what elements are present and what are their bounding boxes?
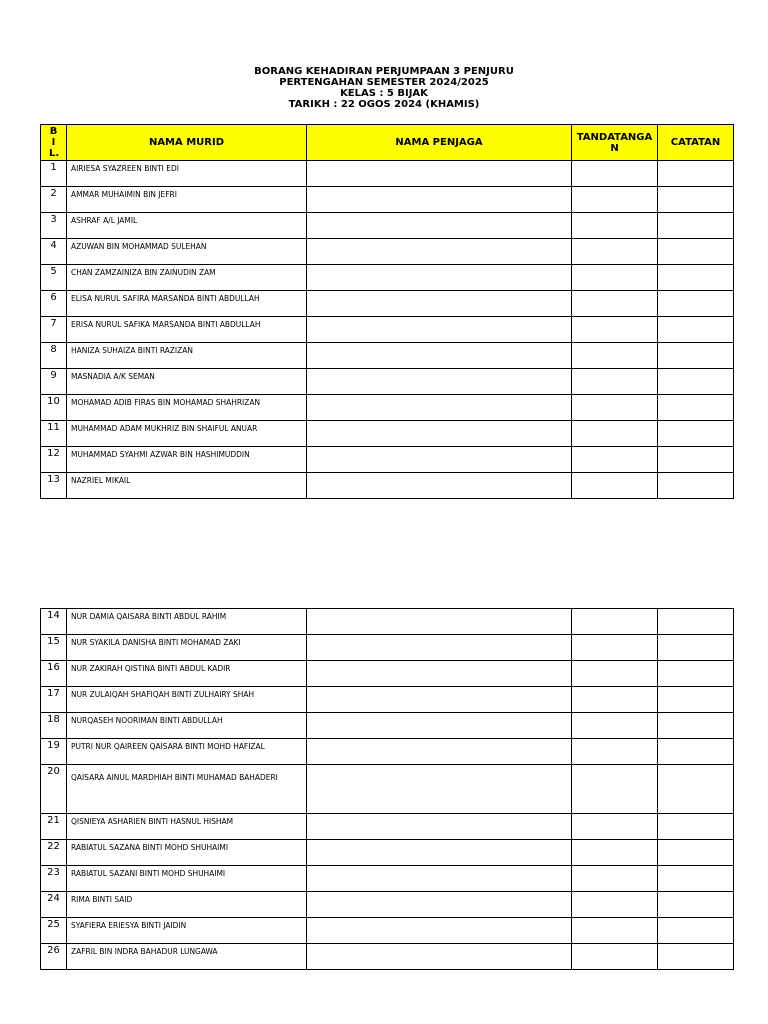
header-nama-penjaga: NAMA PENJAGA (307, 125, 572, 161)
attendance-table-page-1 (40, 124, 734, 499)
header-catatan: CATATAN (658, 125, 734, 161)
student-row (41, 187, 734, 213)
student-name: NUR DAMIA QAISARA BINTI ABDUL RAHIM (67, 609, 307, 635)
student-name: RABIATUL SAZANA BINTI MOHD SHUHAIMI (67, 840, 307, 866)
notes-cell[interactable] (658, 447, 734, 473)
student-number: 25 (41, 918, 67, 944)
notes-cell[interactable] (658, 944, 734, 970)
student-number: 12 (41, 447, 67, 473)
student-row (41, 892, 734, 918)
student-name: RIMA BINTI SAID (67, 892, 307, 918)
guardian-name-cell[interactable] (307, 239, 572, 265)
signature-cell[interactable] (572, 814, 658, 840)
student-number: 10 (41, 395, 67, 421)
student-name: NUR SYAKILA DANISHA BINTI MOHAMAD ZAKI (67, 635, 307, 661)
guardian-name-cell[interactable] (307, 944, 572, 970)
notes-cell[interactable] (658, 713, 734, 739)
student-number: 2 (41, 187, 67, 213)
student-number: 4 (41, 239, 67, 265)
student-name: QAISARA AINUL MARDHIAH BINTI MUHAMAD BAHADERI (67, 765, 307, 814)
student-row (41, 239, 734, 265)
student-name: NUR ZULAIQAH SHAFIQAH BINTI ZULHAIRY SHAH (67, 687, 307, 713)
student-row (41, 291, 734, 317)
guardian-name-cell[interactable] (307, 814, 572, 840)
student-row (41, 687, 734, 713)
student-row (41, 369, 734, 395)
student-row (41, 739, 734, 765)
student-number: 3 (41, 213, 67, 239)
notes-cell[interactable] (658, 213, 734, 239)
signature-cell[interactable] (572, 343, 658, 369)
signature-cell[interactable] (572, 687, 658, 713)
student-number: 7 (41, 317, 67, 343)
title-line-1: BORANG KEHADIRAN PERJUMPAAN 3 PENJURU (254, 66, 514, 77)
student-number: 6 (41, 291, 67, 317)
student-name: MUHAMMAD SYAHMI AZWAR BIN HASHIMUDDIN (67, 447, 307, 473)
student-row (41, 918, 734, 944)
signature-cell[interactable] (572, 161, 658, 187)
student-number: 14 (41, 609, 67, 635)
student-row (41, 317, 734, 343)
notes-cell[interactable] (658, 661, 734, 687)
student-number: 21 (41, 814, 67, 840)
signature-cell[interactable] (572, 317, 658, 343)
guardian-name-cell[interactable] (307, 291, 572, 317)
student-row (41, 421, 734, 447)
header-bil: BIL. (41, 125, 67, 161)
notes-cell[interactable] (658, 317, 734, 343)
guardian-name-cell[interactable] (307, 713, 572, 739)
student-name: NUR ZAKIRAH QISTINA BINTI ABDUL KADIR (67, 661, 307, 687)
signature-cell[interactable] (572, 239, 658, 265)
signature-cell[interactable] (572, 866, 658, 892)
student-name: HANIZA SUHAIZA BINTI RAZIZAN (67, 343, 307, 369)
header-nama-murid: NAMA MURID (67, 125, 307, 161)
student-name: MOHAMAD ADIB FIRAS BIN MOHAMAD SHAHRIZAN (67, 395, 307, 421)
notes-cell[interactable] (658, 369, 734, 395)
notes-cell[interactable] (658, 840, 734, 866)
student-name: AIRIESA SYAZREEN BINTI EDI (67, 161, 307, 187)
student-row (41, 473, 734, 499)
student-row (41, 661, 734, 687)
notes-cell[interactable] (658, 343, 734, 369)
title-line-4: TARIKH : 22 OGOS 2024 (KHAMIS) (288, 99, 480, 110)
guardian-name-cell[interactable] (307, 892, 572, 918)
student-name: NAZRIEL MIKAIL (67, 473, 307, 499)
signature-cell[interactable] (572, 369, 658, 395)
guardian-name-cell[interactable] (307, 343, 572, 369)
notes-cell[interactable] (658, 814, 734, 840)
student-number: 1 (41, 161, 67, 187)
student-number: 26 (41, 944, 67, 970)
notes-cell[interactable] (658, 161, 734, 187)
signature-cell[interactable] (572, 944, 658, 970)
signature-cell[interactable] (572, 395, 658, 421)
student-number: 17 (41, 687, 67, 713)
signature-cell[interactable] (572, 713, 658, 739)
signature-cell[interactable] (572, 291, 658, 317)
student-number: 22 (41, 840, 67, 866)
student-name: MASNADIA A/K SEMAN (67, 369, 307, 395)
notes-cell[interactable] (658, 918, 734, 944)
student-row (41, 765, 734, 814)
guardian-name-cell[interactable] (307, 840, 572, 866)
student-name: ERISA NURUL SAFIKA MARSANDA BINTI ABDULLAH (67, 317, 307, 343)
guardian-name-cell[interactable] (307, 317, 572, 343)
student-row (41, 265, 734, 291)
signature-cell[interactable] (572, 447, 658, 473)
student-row (41, 635, 734, 661)
student-name: ASHRAF A/L JAMIL (67, 213, 307, 239)
student-number: 18 (41, 713, 67, 739)
student-number: 13 (41, 473, 67, 499)
notes-cell[interactable] (658, 473, 734, 499)
student-name: CHAN ZAMZAINIZA BIN ZAINUDIN ZAM (67, 265, 307, 291)
guardian-name-cell[interactable] (307, 635, 572, 661)
guardian-name-cell[interactable] (307, 609, 572, 635)
guardian-name-cell[interactable] (307, 187, 572, 213)
guardian-name-cell[interactable] (307, 213, 572, 239)
signature-cell[interactable] (572, 187, 658, 213)
guardian-name-cell[interactable] (307, 661, 572, 687)
student-row (41, 161, 734, 187)
signature-cell[interactable] (572, 661, 658, 687)
attendance-table-page-2 (40, 608, 734, 970)
guardian-name-cell[interactable] (307, 765, 572, 814)
student-number: 11 (41, 421, 67, 447)
notes-cell[interactable] (658, 395, 734, 421)
student-number: 23 (41, 866, 67, 892)
student-number: 15 (41, 635, 67, 661)
guardian-name-cell[interactable] (307, 687, 572, 713)
student-name: AMMAR MUHAIMIN BIN JEFRI (67, 187, 307, 213)
guardian-name-cell[interactable] (307, 161, 572, 187)
student-name: NURQASEH NOORIMAN BINTI ABDULLAH (67, 713, 307, 739)
student-row (41, 713, 734, 739)
student-name: ELISA NURUL SAFIRA MARSANDA BINTI ABDULLAH (67, 291, 307, 317)
guardian-name-cell[interactable] (307, 265, 572, 291)
student-name: PUTRI NUR QAIREEN QAISARA BINTI MOHD HAFIZAL (67, 739, 307, 765)
student-name: AZUWAN BIN MOHAMMAD SULEHAN (67, 239, 307, 265)
notes-cell[interactable] (658, 765, 734, 814)
student-row (41, 213, 734, 239)
notes-cell[interactable] (658, 265, 734, 291)
student-row (41, 866, 734, 892)
signature-cell[interactable] (572, 609, 658, 635)
student-name: QISNIEYA ASHARIEN BINTI HASNUL HISHAM (67, 814, 307, 840)
form-title (0, 66, 768, 110)
notes-cell[interactable] (658, 239, 734, 265)
signature-cell[interactable] (572, 739, 658, 765)
notes-cell[interactable] (658, 291, 734, 317)
signature-cell[interactable] (572, 892, 658, 918)
notes-cell[interactable] (658, 421, 734, 447)
student-row (41, 840, 734, 866)
student-row (41, 447, 734, 473)
signature-cell[interactable] (572, 635, 658, 661)
guardian-name-cell[interactable] (307, 918, 572, 944)
notes-cell[interactable] (658, 892, 734, 918)
guardian-name-cell[interactable] (307, 473, 572, 499)
student-number: 19 (41, 739, 67, 765)
title-line-3: KELAS : 5 BIJAK (340, 88, 428, 99)
student-row (41, 609, 734, 635)
signature-cell[interactable] (572, 473, 658, 499)
student-name: MUHAMMAD ADAM MUKHRIZ BIN SHAIFUL ANUAR (67, 421, 307, 447)
notes-cell[interactable] (658, 187, 734, 213)
student-row (41, 395, 734, 421)
signature-cell[interactable] (572, 265, 658, 291)
signature-cell[interactable] (572, 765, 658, 814)
student-name: SYAFIERA ERIESYA BINTI JAIDIN (67, 918, 307, 944)
guardian-name-cell[interactable] (307, 369, 572, 395)
student-number: 8 (41, 343, 67, 369)
student-row (41, 814, 734, 840)
notes-cell[interactable] (658, 739, 734, 765)
student-row (41, 343, 734, 369)
signature-cell[interactable] (572, 918, 658, 944)
student-name: ZAFRIL BIN INDRA BAHADUR LUNGAWA (67, 944, 307, 970)
guardian-name-cell[interactable] (307, 421, 572, 447)
student-name: RABIATUL SAZANI BINTI MOHD SHUHAIMI (67, 866, 307, 892)
signature-cell[interactable] (572, 213, 658, 239)
student-number: 20 (41, 765, 67, 814)
guardian-name-cell[interactable] (307, 739, 572, 765)
guardian-name-cell[interactable] (307, 395, 572, 421)
notes-cell[interactable] (658, 635, 734, 661)
student-number: 9 (41, 369, 67, 395)
student-number: 24 (41, 892, 67, 918)
student-row (41, 944, 734, 970)
guardian-name-cell[interactable] (307, 866, 572, 892)
header-tandatangan: TANDATANGAN (572, 125, 658, 161)
student-number: 16 (41, 661, 67, 687)
notes-cell[interactable] (658, 609, 734, 635)
signature-cell[interactable] (572, 840, 658, 866)
student-number: 5 (41, 265, 67, 291)
title-line-2: PERTENGAHAN SEMESTER 2024/2025 (279, 77, 489, 88)
guardian-name-cell[interactable] (307, 447, 572, 473)
signature-cell[interactable] (572, 421, 658, 447)
notes-cell[interactable] (658, 866, 734, 892)
notes-cell[interactable] (658, 687, 734, 713)
